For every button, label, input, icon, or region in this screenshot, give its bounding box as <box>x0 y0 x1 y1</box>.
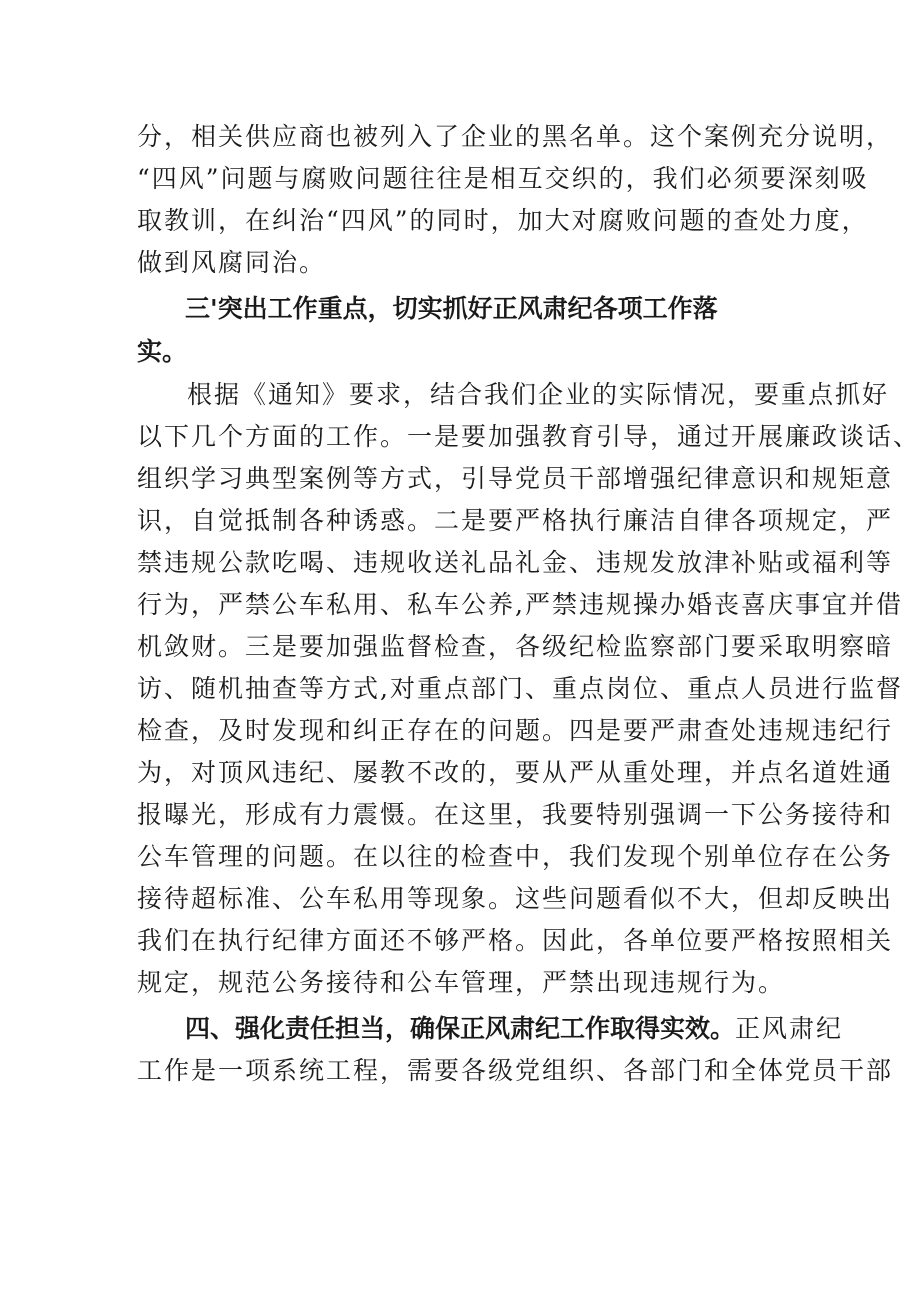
section-heading-4: 四、强化责任担当，确保正风肃纪工作取得实效。 <box>185 1014 736 1043</box>
text-line: 机敛财。三是要加强监督检查，各级纪检监察部门要采取明察暗 <box>137 632 894 661</box>
text-line: 检查，及时发现和纠正存在的问题。四是要严肃查处违规违纪行 <box>137 716 894 745</box>
text-line: 公车管理的问题。在以往的检查中，我们发现个别单位存在公务 <box>137 842 894 871</box>
text-line: 工作是一项系统工程，需要各级党组织、各部门和全体党员干部 <box>137 1056 894 1085</box>
section-heading-3: 三'突出工作重点，切实抓好正风肃纪各项工作落 <box>185 294 718 323</box>
text-line: 识，自觉抵制各种诱惑。二是要严格执行廉洁自律各项规定，严 <box>137 506 894 535</box>
text-line: 为，对顶风违纪、屡教不改的，要从严从重处理，并点名道姓通 <box>137 758 894 787</box>
text-line: 做到风腐同治。 <box>137 248 327 277</box>
text-line: 接待超标准、公车私用等现象。这些问题看似不大，但却反映出 <box>137 884 894 913</box>
text-line: “四风”问题与腐败问题往往是相互交织的，我们必须要深刻吸 <box>137 164 869 193</box>
text-line: 我们在执行纪律方面还不够严格。因此，各单位要严格按照相关 <box>137 926 894 955</box>
text-line: 访、随机抽查等方式,对重点部门、重点岗位、重点人员进行监督 <box>137 674 903 703</box>
text-line: 根据《通知》要求，结合我们企业的实际情况，要重点抓好 <box>187 380 890 409</box>
text-line: 分，相关供应商也被列入了企业的黑名单。这个案例充分说明， <box>137 122 894 151</box>
text-line: 报曝光，形成有力震慑。在这里，我要特别强调一下公务接待和 <box>137 800 894 829</box>
text-line: 规定，规范公务接待和公车管理，严禁出现违规行为。 <box>137 968 786 997</box>
section-heading-3-cont: 实。 <box>137 337 188 366</box>
text-line: 以下几个方面的工作。一是要加强教育引导，通过开展廉政谈话、 <box>137 422 920 451</box>
text-line: 行为，严禁公车私用、私车公养,严禁违规操办婚丧喜庆事宜并借 <box>137 590 903 619</box>
text-run: 正风肃纪 <box>735 1014 844 1043</box>
text-line: 禁违规公款吃喝、违规收送礼品礼金、违规发放津补贴或福利等 <box>137 548 894 577</box>
section-heading-4-line <box>185 1014 844 1044</box>
text-line: 取教训，在纠治“四风”的同时，加大对腐败问题的查处力度， <box>137 206 869 235</box>
text-line: 组织学习典型案例等方式，引导党员干部增强纪律意识和规矩意 <box>137 464 894 493</box>
